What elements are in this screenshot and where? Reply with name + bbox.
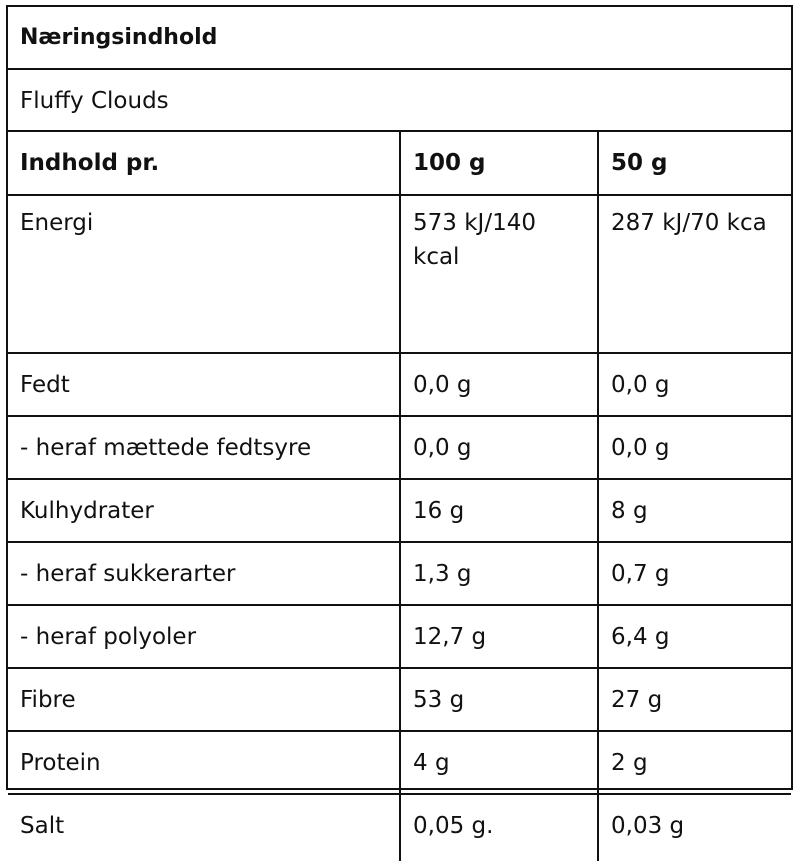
row-value-100g: 12,7 g [401,606,599,667]
row-label: - heraf polyoler [8,606,401,667]
row-value-100g: 4 g [401,732,599,793]
table-row [8,354,791,417]
row-value-100g: 0,0 g [401,417,599,478]
row-value-50g: 0,03 g [611,813,685,839]
row-value-50g: 2 g [611,750,648,776]
table-title: Næringsindhold [20,25,218,50]
table-header-row [8,132,791,196]
row-label: Fibre [8,669,401,730]
row-value-50g: 287 kJ/70 kca [611,210,767,236]
row-label: Protein [8,732,401,793]
table-title-row [8,7,791,70]
row-label: - heraf sukkerarter [8,543,401,604]
product-name: Fluffy Clouds [20,88,169,114]
nutrition-table [6,5,793,839]
row-value-50g: 6,4 g [611,624,670,650]
table-row [8,669,791,732]
table-row [8,196,791,354]
row-value-50g: 27 g [611,687,663,713]
product-row [8,70,791,132]
row-label: Energi [8,196,401,352]
row-value-100g: 53 g [401,669,599,730]
table-row [8,606,791,669]
row-label: - heraf mættede fedtsyre [8,417,401,478]
header-per-100g: 100 g [401,132,599,194]
table-row [8,732,791,795]
table-row [8,795,791,861]
row-value-50g: 8 g [611,498,648,524]
header-content: Indhold pr. [8,132,401,194]
row-value-100g: 0,05 g. [401,795,599,861]
row-label: Kulhydrater [8,480,401,541]
header-per-50g: 50 g [611,150,668,176]
row-value-100g: 16 g [401,480,599,541]
row-value-100g: 1,3 g [401,543,599,604]
row-value-100g: 0,0 g [401,354,599,415]
table-row [8,480,791,543]
row-label: Fedt [8,354,401,415]
row-label: Salt [8,795,401,861]
row-value-100g: 573 kJ/140 kcal [401,196,599,352]
row-value-50g: 0,7 g [611,561,670,587]
table-row [8,543,791,606]
row-value-50g: 0,0 g [611,372,670,398]
table-row [8,417,791,480]
row-value-50g: 0,0 g [611,435,670,461]
